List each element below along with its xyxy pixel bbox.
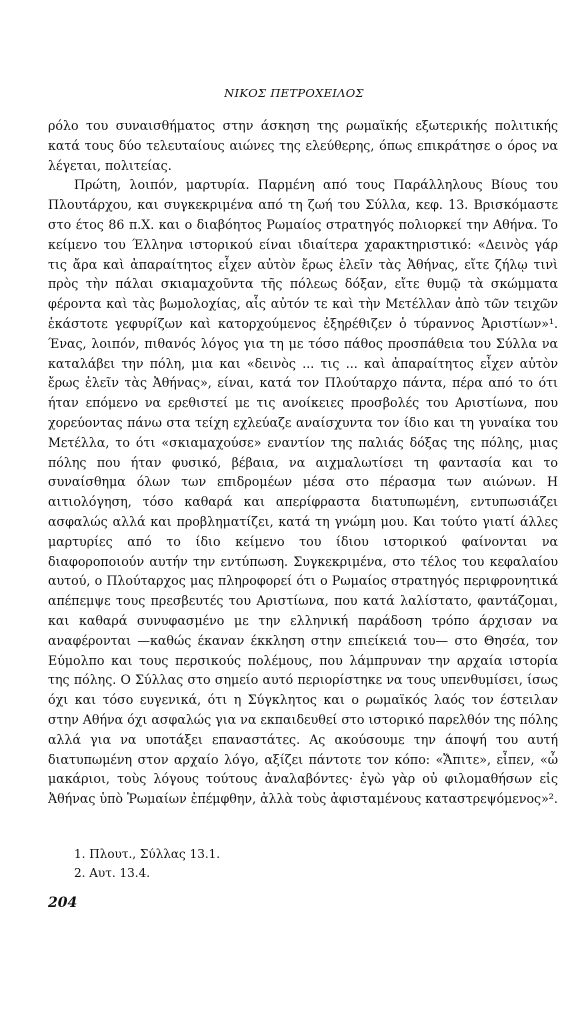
footnote-1: 1. Πλουτ., Σύλλας 13.1. — [74, 847, 221, 861]
running-header: ΝΙΚΟΣ ΠΕΤΡΟΧΕΙΛΟΣ — [224, 86, 364, 100]
paragraph-2: Πρώτη, λοιπόν, μαρτυρία. Παρμένη από τους Παράλληλους Βίους του Πλουτάρχου, και συγκεκριμένα από τη ζωή του Σύλλα, κεφ. 13. Βρισκόμαστε στο έτος 86 π.Χ. και ο διαβόητος Ρωμαίος στρατηγός πολιορκεί την Αθήνα. Το κείμενο του Έλληνα ιστορικού είναι ιδιαίτερα χαρακτηριστικό: «Δεινὸς γάρ τις ἄρα καὶ ἀπαραίτητος εἶχεν αὐτὸν ἔρως ἑλεῖν τὰς Ἀθήνας, εἴτε ζήλῳ τινὶ πρὸς τὴν πάλαι σκιαμαχοῦντα τῆς πόλεως δόξαν, εἴτε θυμῷ τὰ σκώμματα φέροντα καὶ τὰς βωμολοχίας, αἷς αὐτόν τε καὶ τὴν Μετέλλαν ἀπὸ τῶν τειχῶν ἑκάστοτε γεφυρίζων καὶ κατορχούμενος ἐξηρέθιζεν ὁ τύραννος Ἀριστίων»¹. Ένας, λοιπόν, πιθανός λόγος για τη με τόσο πάθος προσπάθεια του Σύλλα να καταλάβει την πόλη, μια και «δεινὸς ... τις ... καὶ ἀπαραίτητος εἶχεν αὐτὸν ἔρως ἑλεῖν τὰς Ἀθήνας», είναι, κατά τον Πλούταρχο πάντα, πέρα από το ότι ήταν επόμενο να ερεθιστεί με τις ανοίκειες προσβολές του Αριστίωνα, που χορεύοντας πάνω στα τείχη εχλεύαζε αναίσχυντα τον ίδιο και τη γυναίκα του Μετέλλα, το ότι «σκιαμαχούσε» εναντίον της παλιάς δόξας της πόλης, μιας πόλης που ήταν φυσικό, βέβαια, να αιχμαλωτίσει τη φαντασία και το συναίσθημα όλων των επιδρομέων μέσα στο πέρασμα των αιώνων. Η αιτιολόγηση, τόσο καθαρά και απερίφραστα διατυπωμένη, εντυπωσιάζει ασφαλώς αλλά και προβληματίζει, κατά τη γνώμη μου. Και τούτο γιατί άλλες μαρτυρίες από το ίδιο κείμενο του ίδιου ιστορικού φαίνονται να διαφοροποιούν αυτήν την εντύπωση. Συγκεκριμένα, στο τέλος του κεφαλαίου αυτού, ο Πλούταρχος μας πληροφορεί ότι ο Ρωμαίος στρατηγός περιφρονητικά απέπεμψε τους πρεσβευτές του Αριστίωνα, που κατά λαλίστατο, φαντάζομαι, και καθαρά συνυφασμένο με την ελληνική παράδοση τρόπο άρχισαν να αναφέρονται —καθώς έκαναν έκκληση στην επιείκειά του— στο Θησέα, τον Εύμολπο και τους περσικούς πολέμους, που λάμπρυναν την αρχαία ιστορία της πόλης. Ο Σύλλας στο σημείο αυτό περιορίστηκε να τους υπενθυμίσει, ίσως όχι και τόσο ευγενικά, ότι η Σύγκλητος και ο ρωμαϊκός λαός τον έστειλαν στην Αθήνα όχι ασφαλώς για να εκπαιδευθεί στο ιστορικό παρελθόν της πόλης αλλά για να υποτάξει επαναστάτες. Ας ακούσουμε την άποψή του αυτή διατυπωμένη στον αρχαίο λόγο, αξίζει πάντοτε τον κόπο: «Ἄπιτε», εἶπεν, «ὦ μακάριοι, τοὺς λόγους τούτους ἀναλαβόντες· ἐγὼ γὰρ οὐ φιλομαθήσων εἰς Ἀθήνας ὑπὸ Ῥωμαίων ἐπέμφθην, ἀλλὰ τοὺς ἀφισταμένους καταστρεψόμενος»². — [48, 177, 558, 807]
footnotes — [74, 845, 544, 882]
paragraph-1: ρόλο του συναισθήματος στην άσκηση της ρωμαϊκής εξωτερικής πολιτικής κατά τους δύο τελευταίους αιώνες της ελεύθερης, όπως επικράτησε ο όρος να λέγεται, πολιτείας. — [48, 118, 558, 173]
footnote-2: 2. Αυτ. 13.4. — [74, 865, 151, 880]
page-number: 204 — [48, 895, 78, 911]
main-text — [48, 116, 558, 809]
